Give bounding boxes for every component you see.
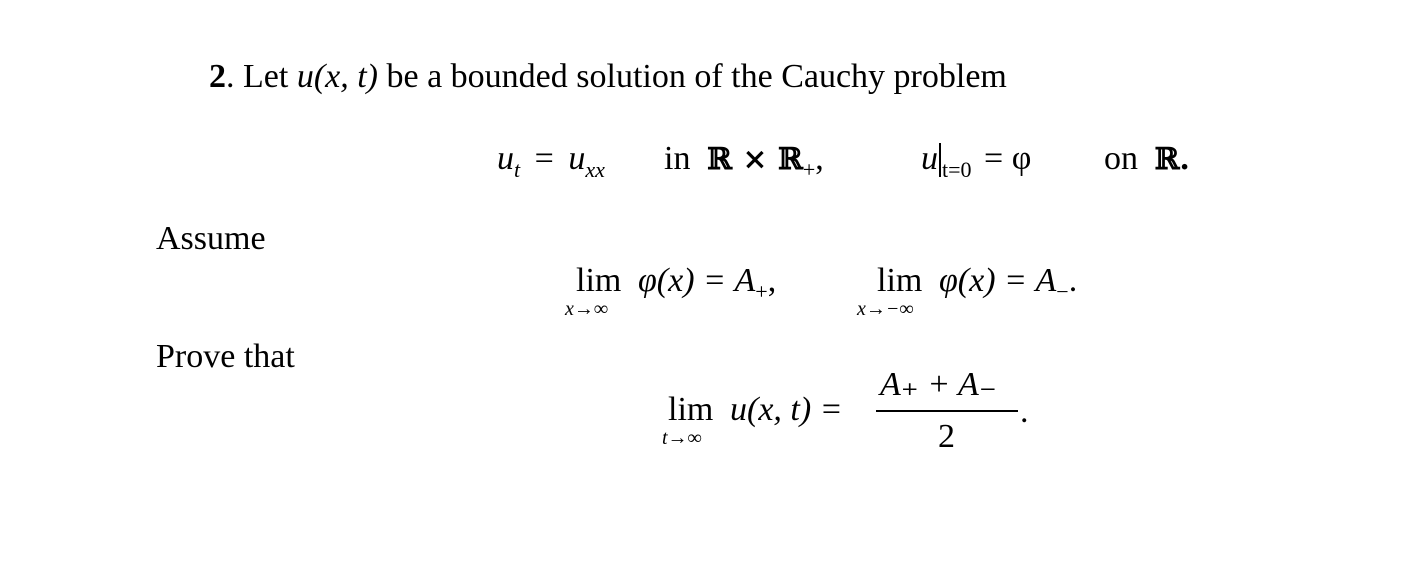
problem-statement xyxy=(209,60,1007,94)
lim-right-body: φ(x) = A xyxy=(939,262,1057,299)
conclusion-numerator: A₊ + A₋ xyxy=(880,366,997,403)
evaluation-bar xyxy=(939,143,941,177)
eq-in-word: in xyxy=(664,140,691,177)
lim-left-body: φ(x) = A xyxy=(638,262,756,299)
eq-rhs-sub: xx xyxy=(585,157,605,182)
assume-label: Assume xyxy=(156,220,266,257)
lim-left-body-wrap xyxy=(638,262,777,304)
eq-lhs: u xyxy=(497,140,514,177)
lim-left-sub: + xyxy=(755,279,768,304)
conclusion-lim-under: t→∞ xyxy=(662,427,702,449)
eq-domain: ℝ × ℝ xyxy=(706,142,803,177)
eq-equals: = xyxy=(534,140,554,177)
init-sub: t=0 xyxy=(942,157,972,182)
fraction-bar xyxy=(876,410,1018,412)
cauchy-equation xyxy=(497,140,605,182)
lim-right-tail: . xyxy=(1068,262,1078,299)
conclusion-denominator: 2 xyxy=(938,418,955,455)
eq-lhs-sub: t xyxy=(514,157,521,182)
conclusion-lim-word: lim xyxy=(668,391,714,428)
conclusion-tail: . xyxy=(1020,393,1029,430)
problem-number-dot: . xyxy=(226,58,235,95)
init-u: u xyxy=(921,140,938,177)
lim-right-under: x→−∞ xyxy=(857,298,914,320)
lim-left-word: lim xyxy=(576,262,622,299)
lim-right-word: lim xyxy=(877,262,923,299)
intro-rest: be a bounded solution of the Cauchy problem xyxy=(386,58,1007,95)
on-word: on xyxy=(1104,140,1138,177)
intro-let: Let xyxy=(243,58,289,95)
prove-label: Prove that xyxy=(156,338,295,375)
initial-condition xyxy=(921,140,1032,182)
on-domain: ℝ. xyxy=(1154,142,1190,177)
eq-domain-comma: , xyxy=(815,140,824,177)
cauchy-domain xyxy=(664,140,824,182)
eq-rhs: u xyxy=(568,140,586,177)
problem-number: 2 xyxy=(209,58,226,95)
eq-domain-sub: + xyxy=(802,157,816,182)
lim-right-body-wrap xyxy=(939,262,1078,304)
lim-left-under: x→∞ xyxy=(565,298,609,320)
conclusion-body: u(x, t) = xyxy=(730,391,843,428)
intro-function: u(x, t) xyxy=(296,58,378,95)
initial-domain xyxy=(1104,142,1190,176)
init-eq: = φ xyxy=(984,140,1032,177)
lim-right-sub: − xyxy=(1056,279,1069,304)
lim-left-tail: , xyxy=(767,262,777,299)
